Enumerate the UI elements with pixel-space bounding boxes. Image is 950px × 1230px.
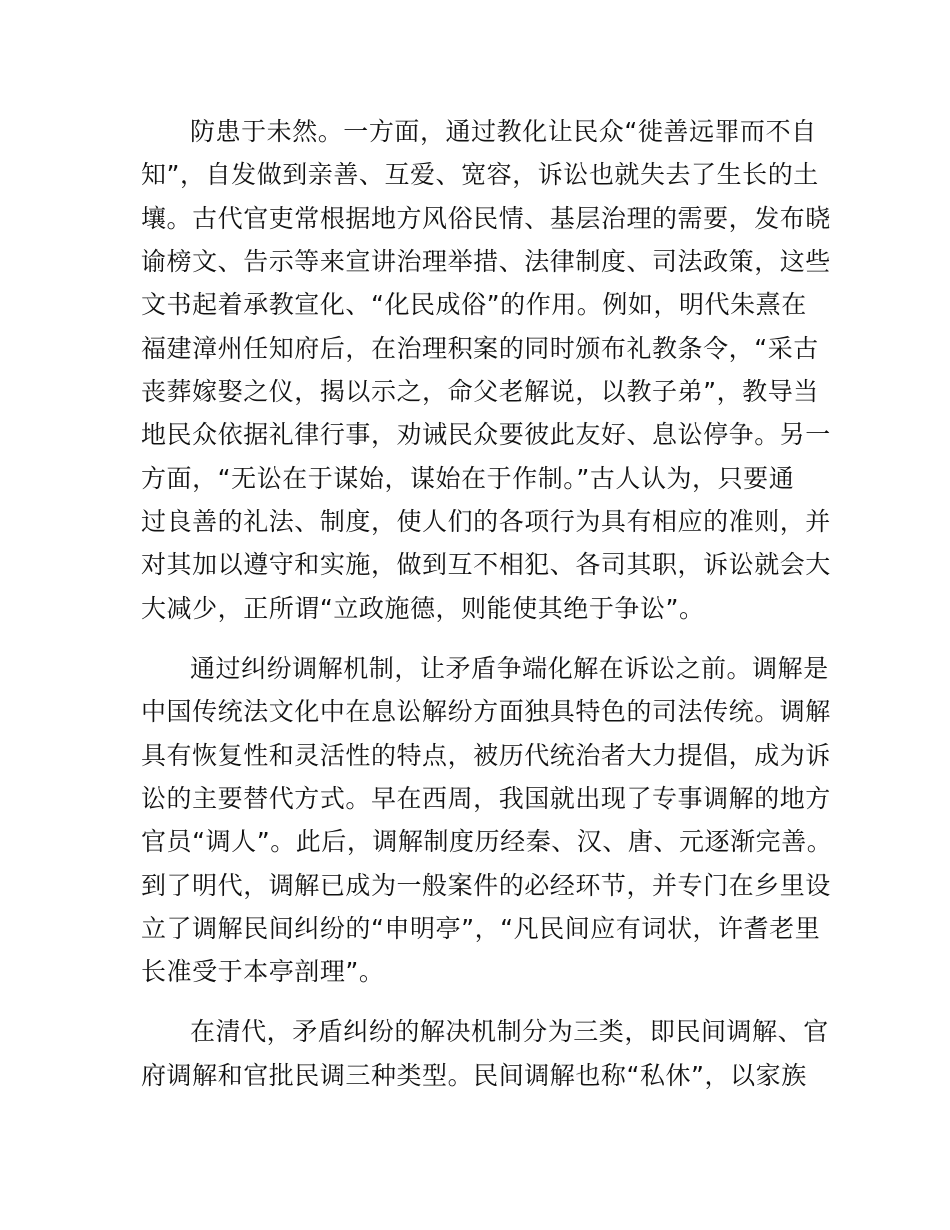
text-line: 官员“调人”。此后，调解制度历经秦、汉、唐、元逐渐完善。	[141, 827, 833, 856]
text-line: 到了明代，调解已成为一般案件的必经环节，并专门在乡里设	[141, 871, 831, 900]
text-line: 长准受于本亭剖理”。	[141, 957, 385, 986]
text-line: 过良善的礼法、制度，使人们的各项行为具有相应的准则，并	[141, 507, 831, 536]
text-line: 对其加以遵守和实施，做到互不相犯、各司其职，诉讼就会大	[141, 550, 831, 579]
text-line: 大减少，正所谓“立政施德，则能使其绝于争讼”。	[141, 594, 705, 623]
text-line: 具有恢复性和灵活性的特点，被历代统治者大力提倡，成为诉	[141, 741, 831, 770]
text-line: 立了调解民间纠纷的“申明亭”，“凡民间应有词状，许耆老里	[141, 914, 821, 943]
text-line: 地民众依据礼律行事，劝诫民众要彼此友好、息讼停争。另一	[141, 420, 831, 449]
text-line: 府调解和官批民调三种类型。民间调解也称“私休”，以家族	[141, 1061, 807, 1090]
text-line: 中国传统法文化中在息讼解纷方面独具特色的司法传统。调解	[141, 697, 831, 726]
text-line: 谕榜文、告示等来宣讲治理举措、法律制度、司法政策，这些	[141, 247, 831, 276]
text-line: 方面，“无讼在于谋始，谋始在于作制。”古人认为，只要通	[141, 464, 795, 493]
text-line: 防患于未然。一方面，通过教化让民众“徙善远罪而不自	[190, 117, 817, 146]
text-line: 通过纠纷调解机制，让矛盾争端化解在诉讼之前。调解是	[190, 654, 829, 683]
text-line: 知”，自发做到亲善、互爱、宽容，诉讼也就失去了生长的土	[141, 160, 819, 189]
text-line: 壤。古代官吏常根据地方风俗民情、基层治理的需要，发布晓	[141, 204, 831, 233]
text-line: 丧葬嫁娶之仪，揭以示之，命父老解说，以教子弟”，教导当	[141, 377, 819, 406]
text-line: 文书起着承教宣化、“化民成俗”的作用。例如，明代朱熹在	[141, 290, 807, 319]
text-line: 福建漳州任知府后，在治理积案的同时颁布礼教条令，“采古	[141, 334, 819, 363]
text-line: 讼的主要替代方式。早在西周，我国就出现了专事调解的地方	[141, 784, 831, 813]
text-line: 在清代，矛盾纠纷的解决机制分为三类，即民间调解、官	[190, 1017, 829, 1046]
